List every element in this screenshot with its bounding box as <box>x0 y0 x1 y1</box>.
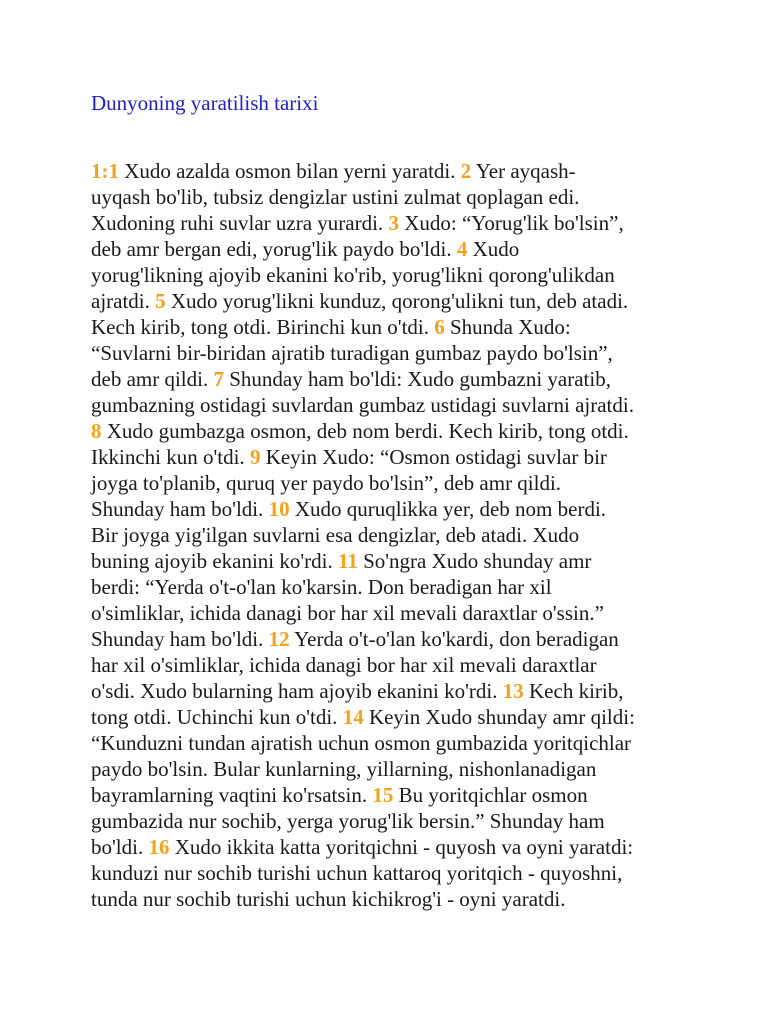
verse-text: Xudo azalda osmon bilan yerni yaratdi. <box>119 159 461 183</box>
verse-number: 4 <box>456 237 468 261</box>
verse-text: Yerda o't-o'lan ko'kardi, don beradigan har xil o'simliklar, ichida danagi bor har xil mevali daraxtlar o'sdi. Xudo bularning ham ajoyib ekanini ko'rdi. <box>91 627 619 703</box>
document-page <box>91 88 691 912</box>
verse-text: Xudo: “Yorug'lik bo'lsin”, deb amr bergan edi, yorug'lik paydo bo'ldi. <box>91 211 624 261</box>
verse-text: Xudo yorug'likni kunduz, qorong'ulikni tun, deb atadi. Kech kirib, tong otdi. Birinchi kun o'tdi. <box>91 289 629 339</box>
verse-text: Kech kirib, tong otdi. Uchinchi kun o'tdi. <box>91 679 624 729</box>
verse-number: 9 <box>249 445 261 469</box>
verse-number: 6 <box>434 315 445 339</box>
verse-text: Xudo gumbazga osmon, deb nom berdi. Kech kirib, tong otdi. Ikkinchi kun o'tdi. <box>91 419 629 469</box>
verse-text: Keyin Xudo: “Osmon ostidagi suvlar bir joyga to'planib, quruq yer paydo bo'lsin”, deb amr qildi. Shunday ham bo'ldi. <box>91 445 607 521</box>
scripture-passage <box>91 132 691 912</box>
verse-text: Yer ayqash- uyqash bo'lib, tubsiz dengizlar ustini zulmat qoplagan edi. Xudoning ruhi suvlar uzra yurardi. <box>91 159 580 235</box>
verse-text: Shunda Xudo: “Suvlarni bir-biridan ajratib turadigan gumbaz paydo bo'lsin”, deb amr qildi. <box>91 315 613 391</box>
verse-number: 11 <box>338 549 358 573</box>
verse-number: 3 <box>388 211 399 235</box>
verse-number: 10 <box>268 497 290 521</box>
verse-text: Keyin Xudo shunday amr qildi: “Kunduzni tundan ajratish uchun osmon gumbazida yoritqichlar paydo bo'lsin. Bular kunlarning, yillarning, nishonlanadigan bayramlarning vaqtini ko'rsatsin. <box>91 705 635 807</box>
verse-number: 7 <box>213 367 224 391</box>
verse-number: 15 <box>372 783 394 807</box>
verse-number: 16 <box>148 835 170 859</box>
verse-number: 2 <box>460 159 472 183</box>
verse-number: 14 <box>342 705 364 729</box>
document-title: Dunyoning yaratilish tarixi <box>91 91 319 115</box>
verse-text: So'ngra Xudo shunday amr berdi: “Yerda o't-o'lan ko'karsin. Don beradigan har xil o'simliklar, ichida danagi bor har xil mevali daraxtlar o'ssin.” Shunday ham bo'ldi. <box>91 549 604 651</box>
verse-number: 8 <box>91 419 102 443</box>
verse-number: 13 <box>502 679 524 703</box>
verse-text: Xudo quruqlikka yer, deb nom berdi. Bir joyga yig'ilgan suvlarni esa dengizlar, deb atadi. Xudo buning ajoyib ekanini ko'rdi. <box>91 497 607 573</box>
verse-text: Xudo ikkita katta yoritqichni - quyosh va oyni yaratdi: kunduzi nur sochib turishi uchun kattaroq yoritqich - quyoshni, tunda nur sochib turishi uchun kichikrog'i - oyni yaratdi. <box>91 835 634 911</box>
verse-text: Xudo yorug'likning ajoyib ekanini ko'rib, yorug'likni qorong'ulikdan ajratdi. <box>91 237 615 313</box>
verse-number: 1:1 <box>91 159 119 183</box>
verse-text: Bu yoritqichlar osmon gumbazida nur sochib, yerga yorug'lik bersin.” Shunday ham bo'ldi. <box>91 783 605 859</box>
verse-text: Shunday ham bo'ldi: Xudo gumbazni yaratib, gumbazning ostidagi suvlardan gumbaz ustidagi suvlarni ajratdi. <box>91 367 634 417</box>
verse-number: 5 <box>155 289 166 313</box>
verse-number: 12 <box>268 627 290 651</box>
